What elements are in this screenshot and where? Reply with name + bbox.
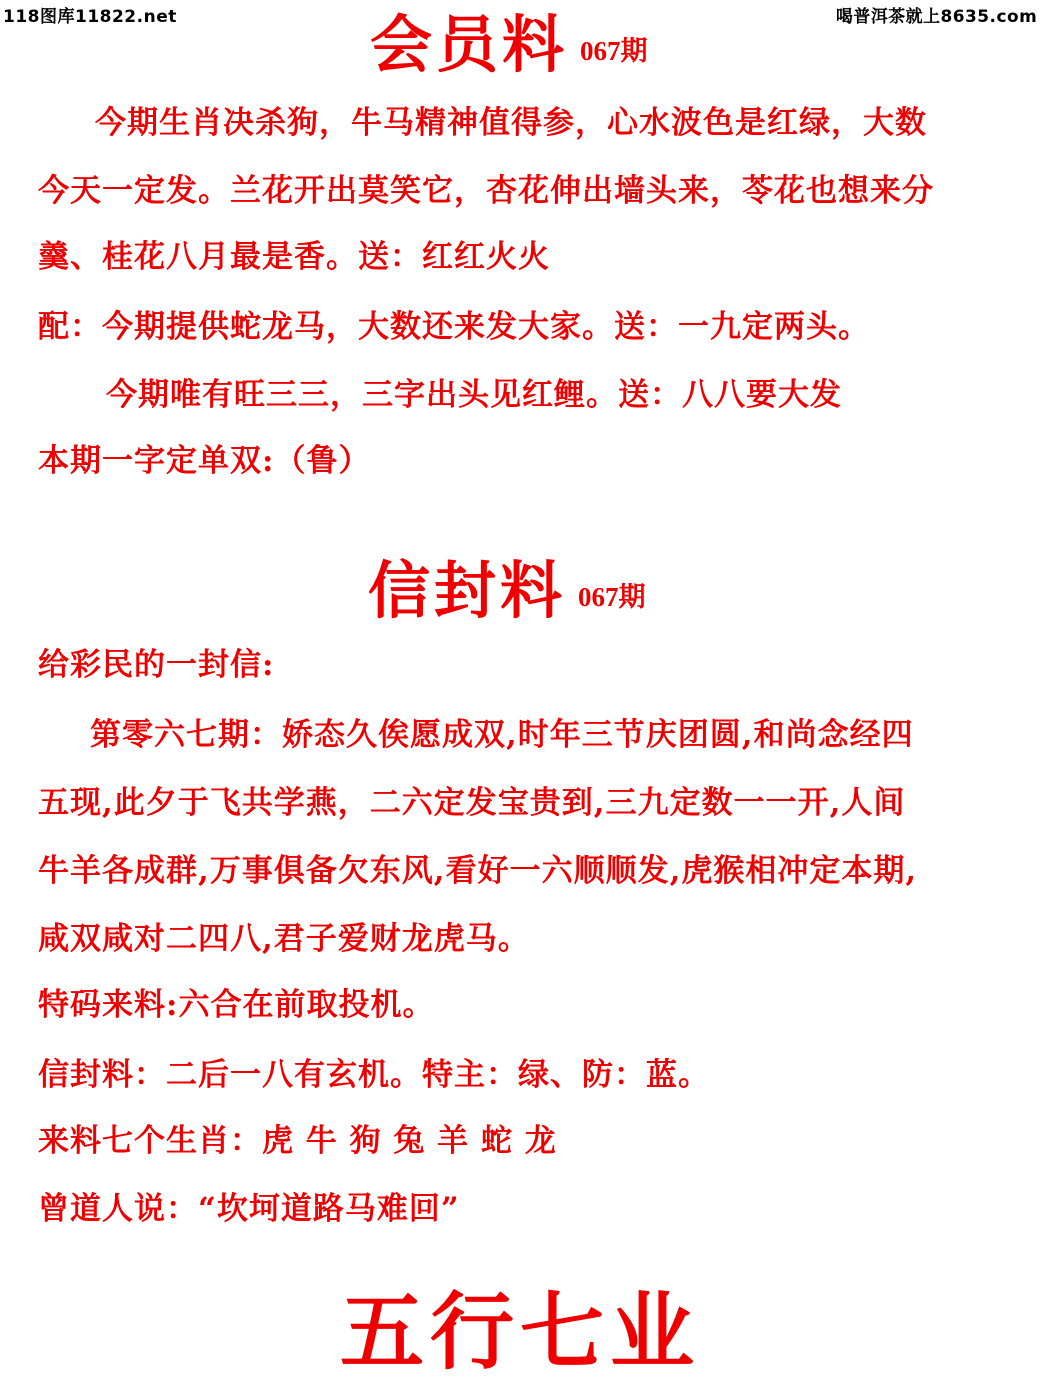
member-title: 会员料 [370,8,569,81]
footer-title: 五行七业 [340,1282,701,1381]
member-line-2: 今天一定发。兰花开出莫笑它，杏花伸出墙头来，苓花也想来分 [38,173,934,209]
member-line-3: 羹、桂花八月最是香。送：红红火火 [38,239,550,275]
letter-line-3: 五现,此夕于飞共学燕，二六定发宝贵到,三九定数一一开,人间 [38,785,906,821]
letter-line-5: 咸双咸对二四八,君子爱财龙虎马。 [38,921,530,957]
letter-line-9: 曾道人说：“坎坷道路马难回” [38,1191,460,1227]
letter-line-1: 给彩民的一封信: [38,647,275,683]
member-line-5: 今期唯有旺三三，三字出头见红鲤。送：八八要大发 [106,377,842,413]
member-issue: 067期 [580,36,648,66]
letter-title: 信封料 [368,554,567,627]
letter-issue: 067期 [578,582,646,612]
letter-line-2: 第零六七期：娇态久俟愿成双,时年三节庆团圆,和尚念经四 [90,717,914,753]
member-line-1: 今期生肖决杀狗，牛马精神值得参，心水波色是红绿，大数 [95,105,927,141]
letter-line-7: 信封料：二后一八有玄机。特主：绿、防：蓝。 [38,1057,710,1093]
letter-line-8: 来料七个生肖：虎 牛 狗 兔 羊 蛇 龙 [38,1123,557,1159]
letter-line-4: 牛羊各成群,万事俱备欠东风,看好一六顺顺发,虎猴相冲定本期, [38,853,918,889]
member-line-4: 配：今期提供蛇龙马，大数还来发大家。送：一九定两头。 [38,309,870,345]
watermark-right: 喝普洱茶就上8635.com [835,7,1038,27]
member-line-6: 本期一字定单双:（鲁） [38,443,371,479]
letter-line-6: 特码来料:六合在前取投机。 [38,987,435,1023]
watermark-left: 118图库11822.net [3,7,177,27]
